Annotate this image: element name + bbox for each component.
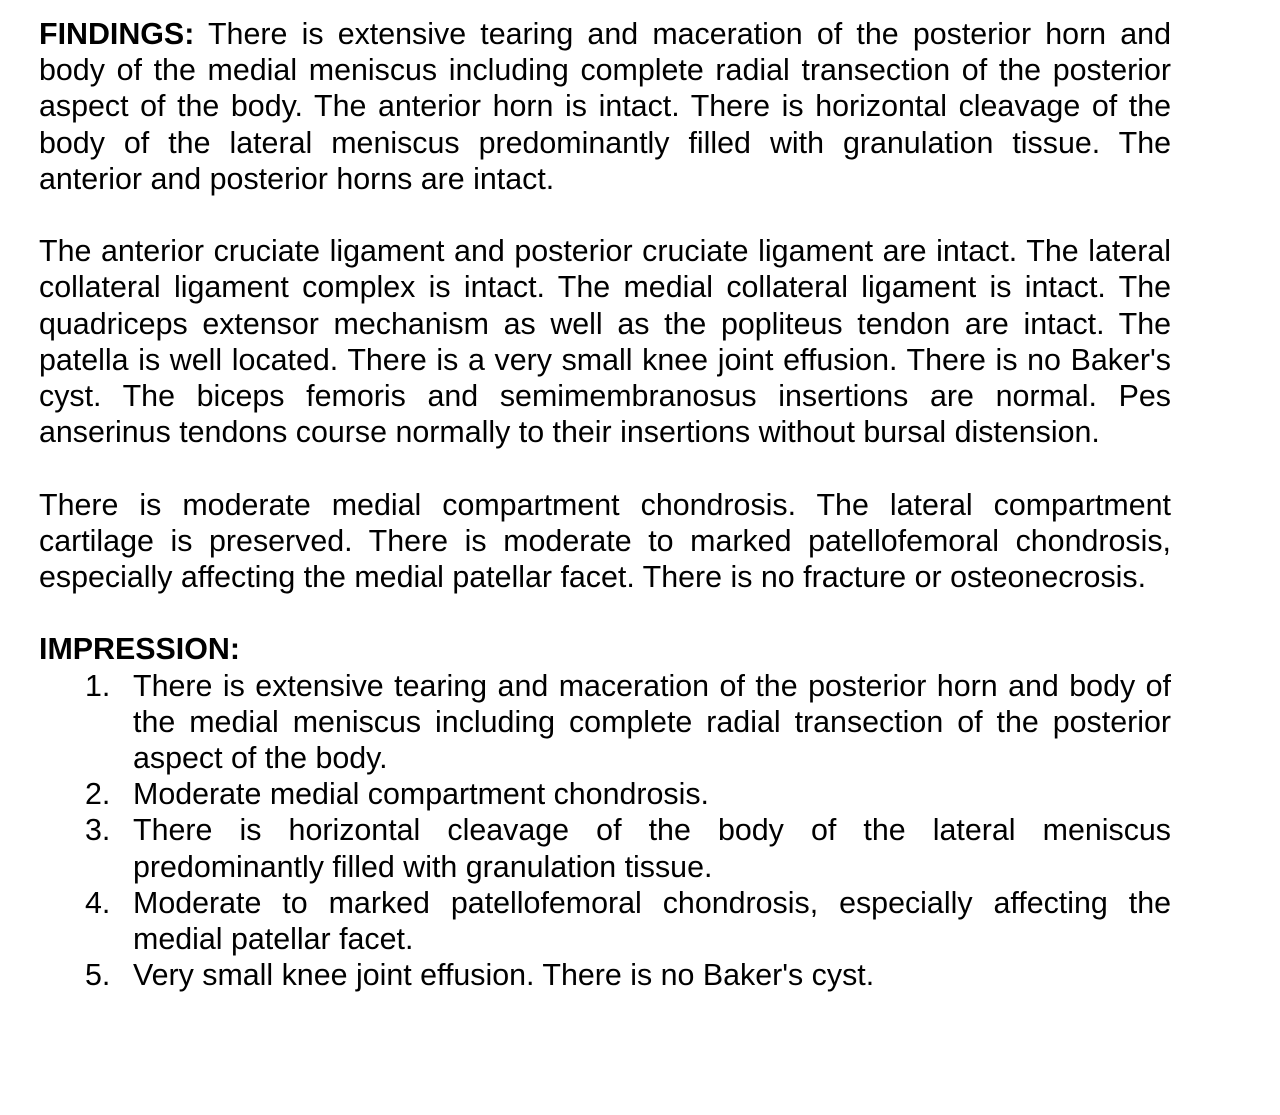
impression-item-number: 3. bbox=[85, 813, 111, 848]
findings-paragraph-2 bbox=[39, 233, 1171, 450]
impression-item-text: Very small knee joint effusion. There is no Baker's cyst. bbox=[133, 958, 875, 993]
impression-item bbox=[39, 812, 1171, 884]
findings-text-2: The anterior cruciate ligament and posterior cruciate ligament are intact. The lateral collateral ligament complex is intact. The medial collateral ligament is intact. The quadriceps extensor mechanism as well as the popliteus tendon are intact. The patella is well located. There is a very small knee joint effusion. There is no Baker's cyst. The biceps femoris and semimembranosus insertions are normal. Pes anserinus tendons course normally to their insertions without bursal distension. bbox=[39, 234, 1171, 450]
impression-item bbox=[39, 668, 1171, 777]
impression-item bbox=[39, 957, 1171, 993]
impression-item-text: Moderate medial compartment chondrosis. bbox=[133, 777, 709, 812]
impression-list bbox=[39, 668, 1171, 994]
findings-paragraph-3 bbox=[39, 487, 1171, 596]
findings-text-3: There is moderate medial compartment chondrosis. The lateral compartment cartilage is preserved. There is moderate to marked patellofemoral chondrosis, especially affecting the medial patellar facet. There is no fracture or osteonecrosis. bbox=[39, 487, 1171, 595]
impression-item-number: 4. bbox=[85, 885, 111, 920]
impression-item-number: 1. bbox=[85, 668, 111, 703]
findings-text-1: There is extensive tearing and maceration of the posterior horn and body of the medial meniscus including complete radial transection of the posterior aspect of the body. The anterior horn is intact. There is horizontal cleavage of the body of the lateral meniscus predominantly filled with granulation tissue. The anterior and posterior horns are intact. bbox=[39, 17, 1171, 196]
impression-item-text: There is extensive tearing and maceration of the posterior horn and body of the medial meniscus including complete radial transection of the posterior aspect of the body. bbox=[133, 668, 1171, 776]
radiology-report bbox=[39, 16, 1171, 993]
findings-label: FINDINGS: bbox=[39, 17, 195, 51]
impression-item-number: 5. bbox=[85, 958, 111, 993]
impression-item-number: 2. bbox=[85, 777, 111, 812]
findings-paragraph-1 bbox=[39, 16, 1171, 197]
impression-item-text: There is horizontal cleavage of the body of the lateral meniscus predominantly filled with granulation tissue. bbox=[133, 813, 1171, 884]
impression-heading: IMPRESSION: bbox=[39, 632, 240, 667]
impression-item-text: Moderate to marked patellofemoral chondrosis, especially affecting the medial patellar facet. bbox=[133, 885, 1171, 957]
impression-item bbox=[39, 776, 1171, 812]
impression-item bbox=[39, 885, 1171, 957]
